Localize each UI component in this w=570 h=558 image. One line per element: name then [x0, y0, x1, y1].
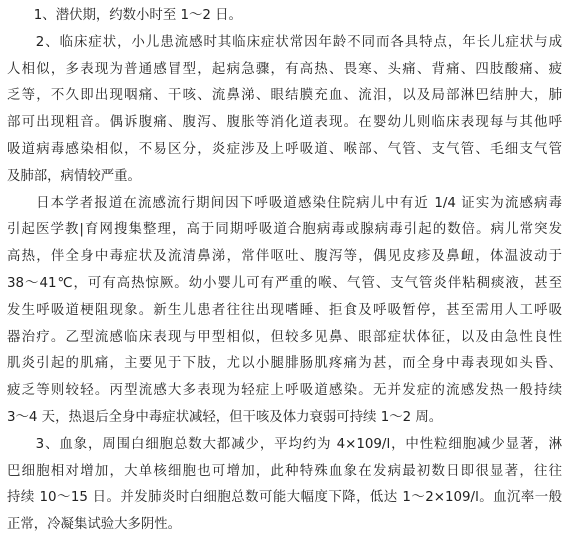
text-line-2: 2、临床症状，小儿患流感时其临床症状常因年龄不同而各具特点，年长儿症状与成: [7, 34, 562, 50]
text-line-19: 持续 10～15 日。并发肺炎时白细胞总数可能大幅度下降，低达 1～2×109/l。血沉率一般: [7, 490, 562, 506]
text-line-13: 器治疗。乙型流感临床表现与甲型相似，但较多见鼻、眼部症状体征，以及由急性良性: [7, 329, 562, 345]
text-line-7: 及肺部，病情较严重。: [7, 168, 141, 184]
text-line-8: 日本学者报道在流感流行期间因下呼吸道感染住院病儿中有近 1/4 证实为流感病毒: [7, 195, 562, 211]
text-line-20: 正常，冷凝集试验大多阴性。: [7, 517, 182, 533]
text-line-5: 部可出现粗音。偶诉腹痛、腹泻、腹胀等消化道表现。在婴幼儿则临床表现每与其他呼: [7, 115, 562, 131]
document-body: [0, 3, 570, 558]
text-line-1: 1、潜伏期，约数小时至 1～2 日。: [7, 8, 242, 23]
text-line-6: 吸道病毒感染相似，不易区分，炎症涉及上呼吸道、喉部、气管、支气管、毛细支气管: [7, 141, 562, 157]
text-line-4: 乏等，不久即出现咽痛、干咳、流鼻涕、眼结膜充血、流泪，以及局部淋巴结肿大，肺: [7, 88, 562, 104]
text-line-11: 38～41℃，可有高热惊厥。幼小婴儿可有严重的喉、气管、支气管炎伴粘稠痰液，甚至: [7, 275, 562, 291]
text-line-18: 巴细胞相对增加，大单核细胞也可增加，此种特殊血象在发病最初数日即很显著，往往: [7, 463, 562, 479]
text-line-16: 3～4 天，热退后全身中毒症状减轻，但干咳及体力衰弱可持续 1～2 周。: [7, 409, 443, 425]
text-line-15: 疲乏等则较轻。丙型流感大多表现为轻症上呼吸道感染。无并发症的流感发热一般持续: [7, 383, 562, 399]
text-line-12: 发生呼吸道梗阻现象。新生儿患者往往出现嗜睡、拒食及呼吸暂停，甚至需用人工呼吸: [7, 302, 562, 318]
text-line-10: 高热，伴全身中毒症状及流清鼻涕，常伴呕吐、腹泻等，偶见皮疹及鼻衄，体温波动于: [7, 249, 562, 265]
text-line-14: 肌炎引起的肌痛，主要见于下肢，尤以小腿腓肠肌疼痛为甚，而全身中毒表现如头昏、: [7, 356, 562, 372]
text-line-3: 人相似，多表现为普通感冒型，起病急骤，有高热、畏寒、头痛、背痛、四肢酸痛、疲: [7, 61, 562, 77]
text-line-17: 3、血象，周围白细胞总数大都减少，平均约为 4×109/l，中性粒细胞减少显著，淋: [7, 436, 562, 452]
text-line-9: 引起医学教|育网搜集整理，高于同期呼吸道合胞病毒或腺病毒引起的数倍。病儿常突发: [7, 222, 562, 238]
